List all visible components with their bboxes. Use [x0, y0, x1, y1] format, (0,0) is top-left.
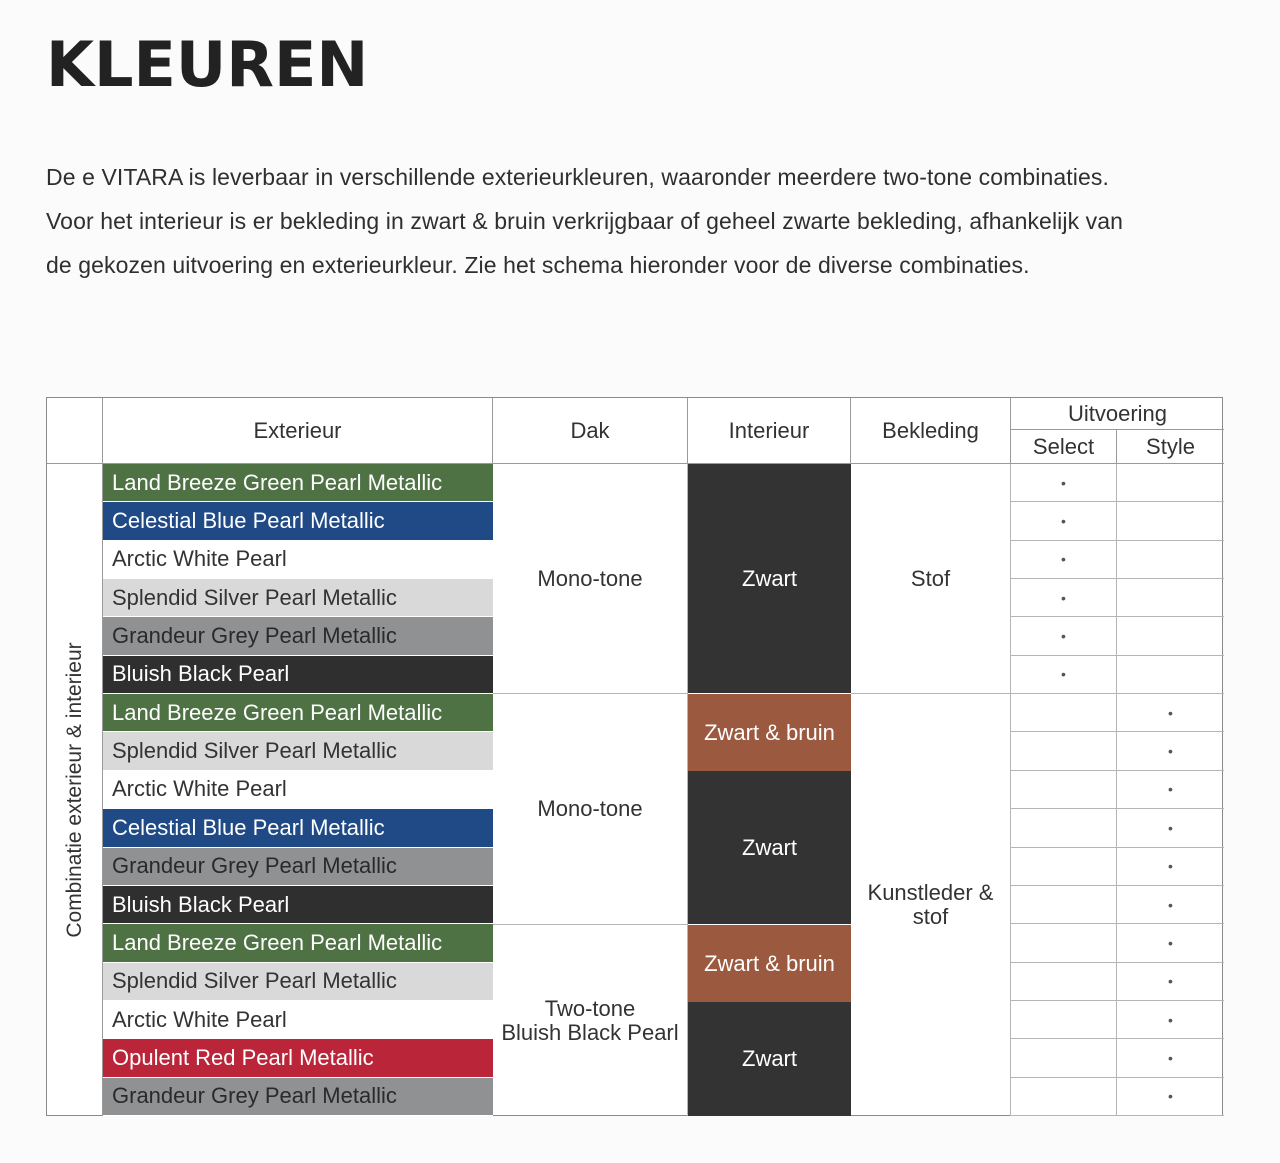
interieur-zwart-3: Zwart [688, 1002, 851, 1116]
select-availability-cell [1011, 963, 1117, 1001]
style-availability-cell: • [1117, 1078, 1224, 1116]
exterieur-color-row: Arctic White Pearl [103, 771, 493, 809]
select-availability-cell [1011, 886, 1117, 924]
select-availability-cell [1011, 924, 1117, 962]
exterieur-color-row: Land Breeze Green Pearl Metallic [103, 924, 493, 962]
select-availability-cell [1011, 848, 1117, 886]
exterieur-color-row: Grandeur Grey Pearl Metallic [103, 617, 493, 655]
select-availability-cell [1011, 1001, 1117, 1039]
exterieur-color-row: Arctic White Pearl [103, 1001, 493, 1039]
style-availability-cell: • [1117, 694, 1224, 732]
exterieur-color-row: Arctic White Pearl [103, 541, 493, 579]
intro-paragraph: De e VITARA is leverbaar in verschillende exterieurkleuren, waaronder meerdere two-tone combinaties. Voor het interieur is er bekleding in zwart & bruin verkrijgbaar of geheel zwarte bekleding, afhankelijk van de gekozen uitvoering en exterieurkleur. Zie het schema hieronder voor de diverse combinaties. [46, 164, 1124, 278]
style-availability-cell: • [1117, 1039, 1224, 1077]
page-title: KLEUREN [46, 28, 369, 101]
style-availability-cell: • [1117, 886, 1224, 924]
dak-group-1: Mono-tone [493, 464, 688, 694]
color-combination-table [46, 397, 1223, 1116]
exterieur-color-row: Land Breeze Green Pearl Metallic [103, 464, 493, 502]
exterieur-color-row: Land Breeze Green Pearl Metallic [103, 694, 493, 732]
style-availability-cell [1117, 579, 1224, 617]
header-select: Select [1011, 430, 1117, 464]
exterieur-color-row: Celestial Blue Pearl Metallic [103, 502, 493, 540]
header-exterieur: Exterieur [103, 398, 493, 464]
select-availability-cell: • [1011, 579, 1117, 617]
style-availability-cell: • [1117, 809, 1224, 847]
select-availability-cell [1011, 732, 1117, 770]
exterieur-color-row: Bluish Black Pearl [103, 656, 493, 694]
style-availability-cell: • [1117, 924, 1224, 962]
select-availability-cell: • [1011, 502, 1117, 540]
select-availability-cell [1011, 809, 1117, 847]
dak-group-3: Two-tone Bluish Black Pearl [493, 925, 688, 1116]
style-availability-cell: • [1117, 963, 1224, 1001]
style-availability-cell: • [1117, 771, 1224, 809]
exterieur-color-row: Splendid Silver Pearl Metallic [103, 579, 493, 617]
exterieur-color-row: Opulent Red Pearl Metallic [103, 1039, 493, 1077]
exterieur-color-row: Celestial Blue Pearl Metallic [103, 809, 493, 847]
select-availability-cell [1011, 694, 1117, 732]
header-dak: Dak [493, 398, 688, 464]
select-availability-cell: • [1011, 541, 1117, 579]
bekleding-stof: Stof [851, 464, 1011, 694]
style-availability-cell [1117, 656, 1224, 694]
style-availability-cell: • [1117, 848, 1224, 886]
select-availability-cell [1011, 1039, 1117, 1077]
interieur-zwart-2: Zwart [688, 771, 851, 925]
select-availability-cell: • [1011, 656, 1117, 694]
side-label-cell [47, 464, 103, 1116]
style-availability-cell [1117, 617, 1224, 655]
style-availability-cell: • [1117, 1001, 1224, 1039]
select-availability-cell [1011, 771, 1117, 809]
style-availability-cell [1117, 502, 1224, 540]
exterieur-color-row: Splendid Silver Pearl Metallic [103, 732, 493, 770]
exterieur-color-row: Splendid Silver Pearl Metallic [103, 963, 493, 1001]
header-corner [47, 398, 103, 464]
select-availability-cell [1011, 1078, 1117, 1116]
header-bekleding: Bekleding [851, 398, 1011, 464]
header-uitvoering: Uitvoering [1011, 398, 1224, 430]
select-availability-cell: • [1011, 464, 1117, 502]
exterieur-color-row: Grandeur Grey Pearl Metallic [103, 848, 493, 886]
style-availability-cell [1117, 464, 1224, 502]
header-style: Style [1117, 430, 1224, 464]
dak-group-2: Mono-tone [493, 694, 688, 925]
style-availability-cell [1117, 541, 1224, 579]
header-interieur: Interieur [688, 398, 851, 464]
exterieur-color-row: Bluish Black Pearl [103, 886, 493, 924]
side-label: Combinatie exterieur & interieur [63, 642, 86, 938]
exterieur-color-row: Grandeur Grey Pearl Metallic [103, 1078, 493, 1116]
select-availability-cell: • [1011, 617, 1117, 655]
interieur-zwart-bruin-1: Zwart & bruin [688, 694, 851, 771]
interieur-zwart-bruin-2: Zwart & bruin [688, 925, 851, 1002]
interieur-zwart-1: Zwart [688, 464, 851, 694]
bekleding-kunstleder-stof: Kunstleder & stof [851, 694, 1011, 1116]
style-availability-cell: • [1117, 732, 1224, 770]
